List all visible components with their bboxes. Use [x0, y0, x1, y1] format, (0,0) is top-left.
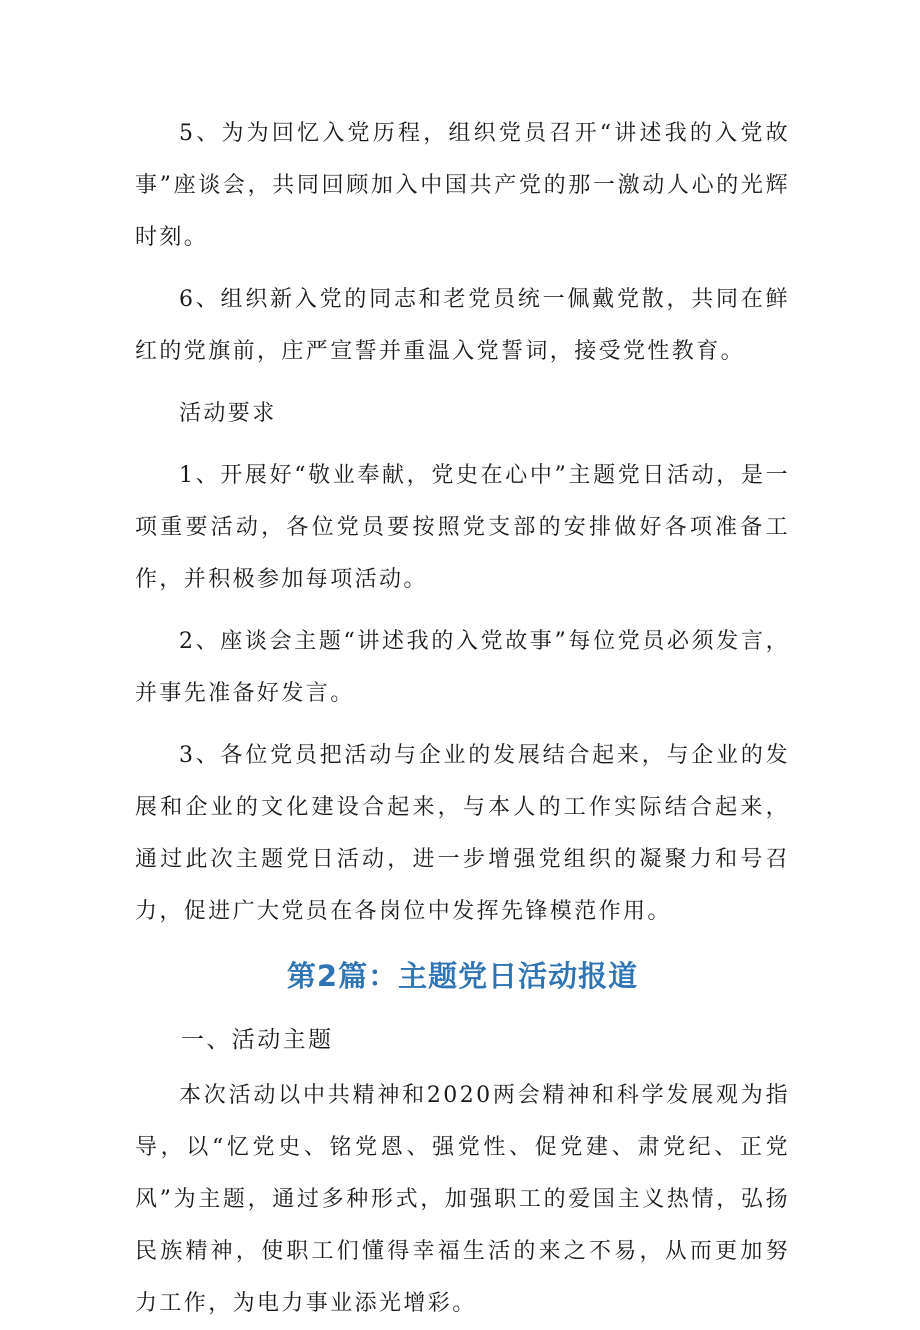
activity-item-6: 6、组织新入党的同志和老党员统一佩戴党散，共同在鲜红的党旗前，庄严宣誓并重温入党誓词，接受党性教育。: [135, 287, 790, 364]
theme-paragraph: 本次活动以中共精神和2020两会精神和科学发展观为指导，以“忆党史、铭党恩、强党性、促党建、肃党纪、正党风”为主题，通过多种形式，加强职工的爱国主义热情，弘扬民族精神，使职工们懂得幸福生活的来之不易，从而更加努力工作，为电力事业添光增彩。: [135, 1083, 790, 1316]
requirement-3: 3、各位党员把活动与企业的发展结合起来，与企业的发展和企业的文化建设合起来，与本人的工作实际结合起来，通过此次主题党日活动，进一步增强党组织的凝聚力和号召力，促进广大党员在各岗位中发挥先锋模范作用。: [135, 743, 790, 924]
requirements-heading: 活动要求: [179, 401, 277, 426]
requirement-2: 2、座谈会主题“讲述我的入党故事”每位党员必须发言，并事先准备好发言。: [135, 629, 790, 706]
section-2-title: 第2篇：主题党日活动报道: [286, 959, 639, 993]
theme-heading: 一、活动主题: [181, 1027, 334, 1053]
requirement-1: 1、开展好“敬业奉献，党史在心中”主题党日活动，是一项重要活动，各位党员要按照党支部的安排做好各项准备工作，并积极参加每项活动。: [135, 463, 790, 592]
activity-item-5: 5、为为回忆入党历程，组织党员召开“讲述我的入党故事”座谈会，共同回顾加入中国共产党的那一激动人心的光辉时刻。: [135, 121, 790, 250]
